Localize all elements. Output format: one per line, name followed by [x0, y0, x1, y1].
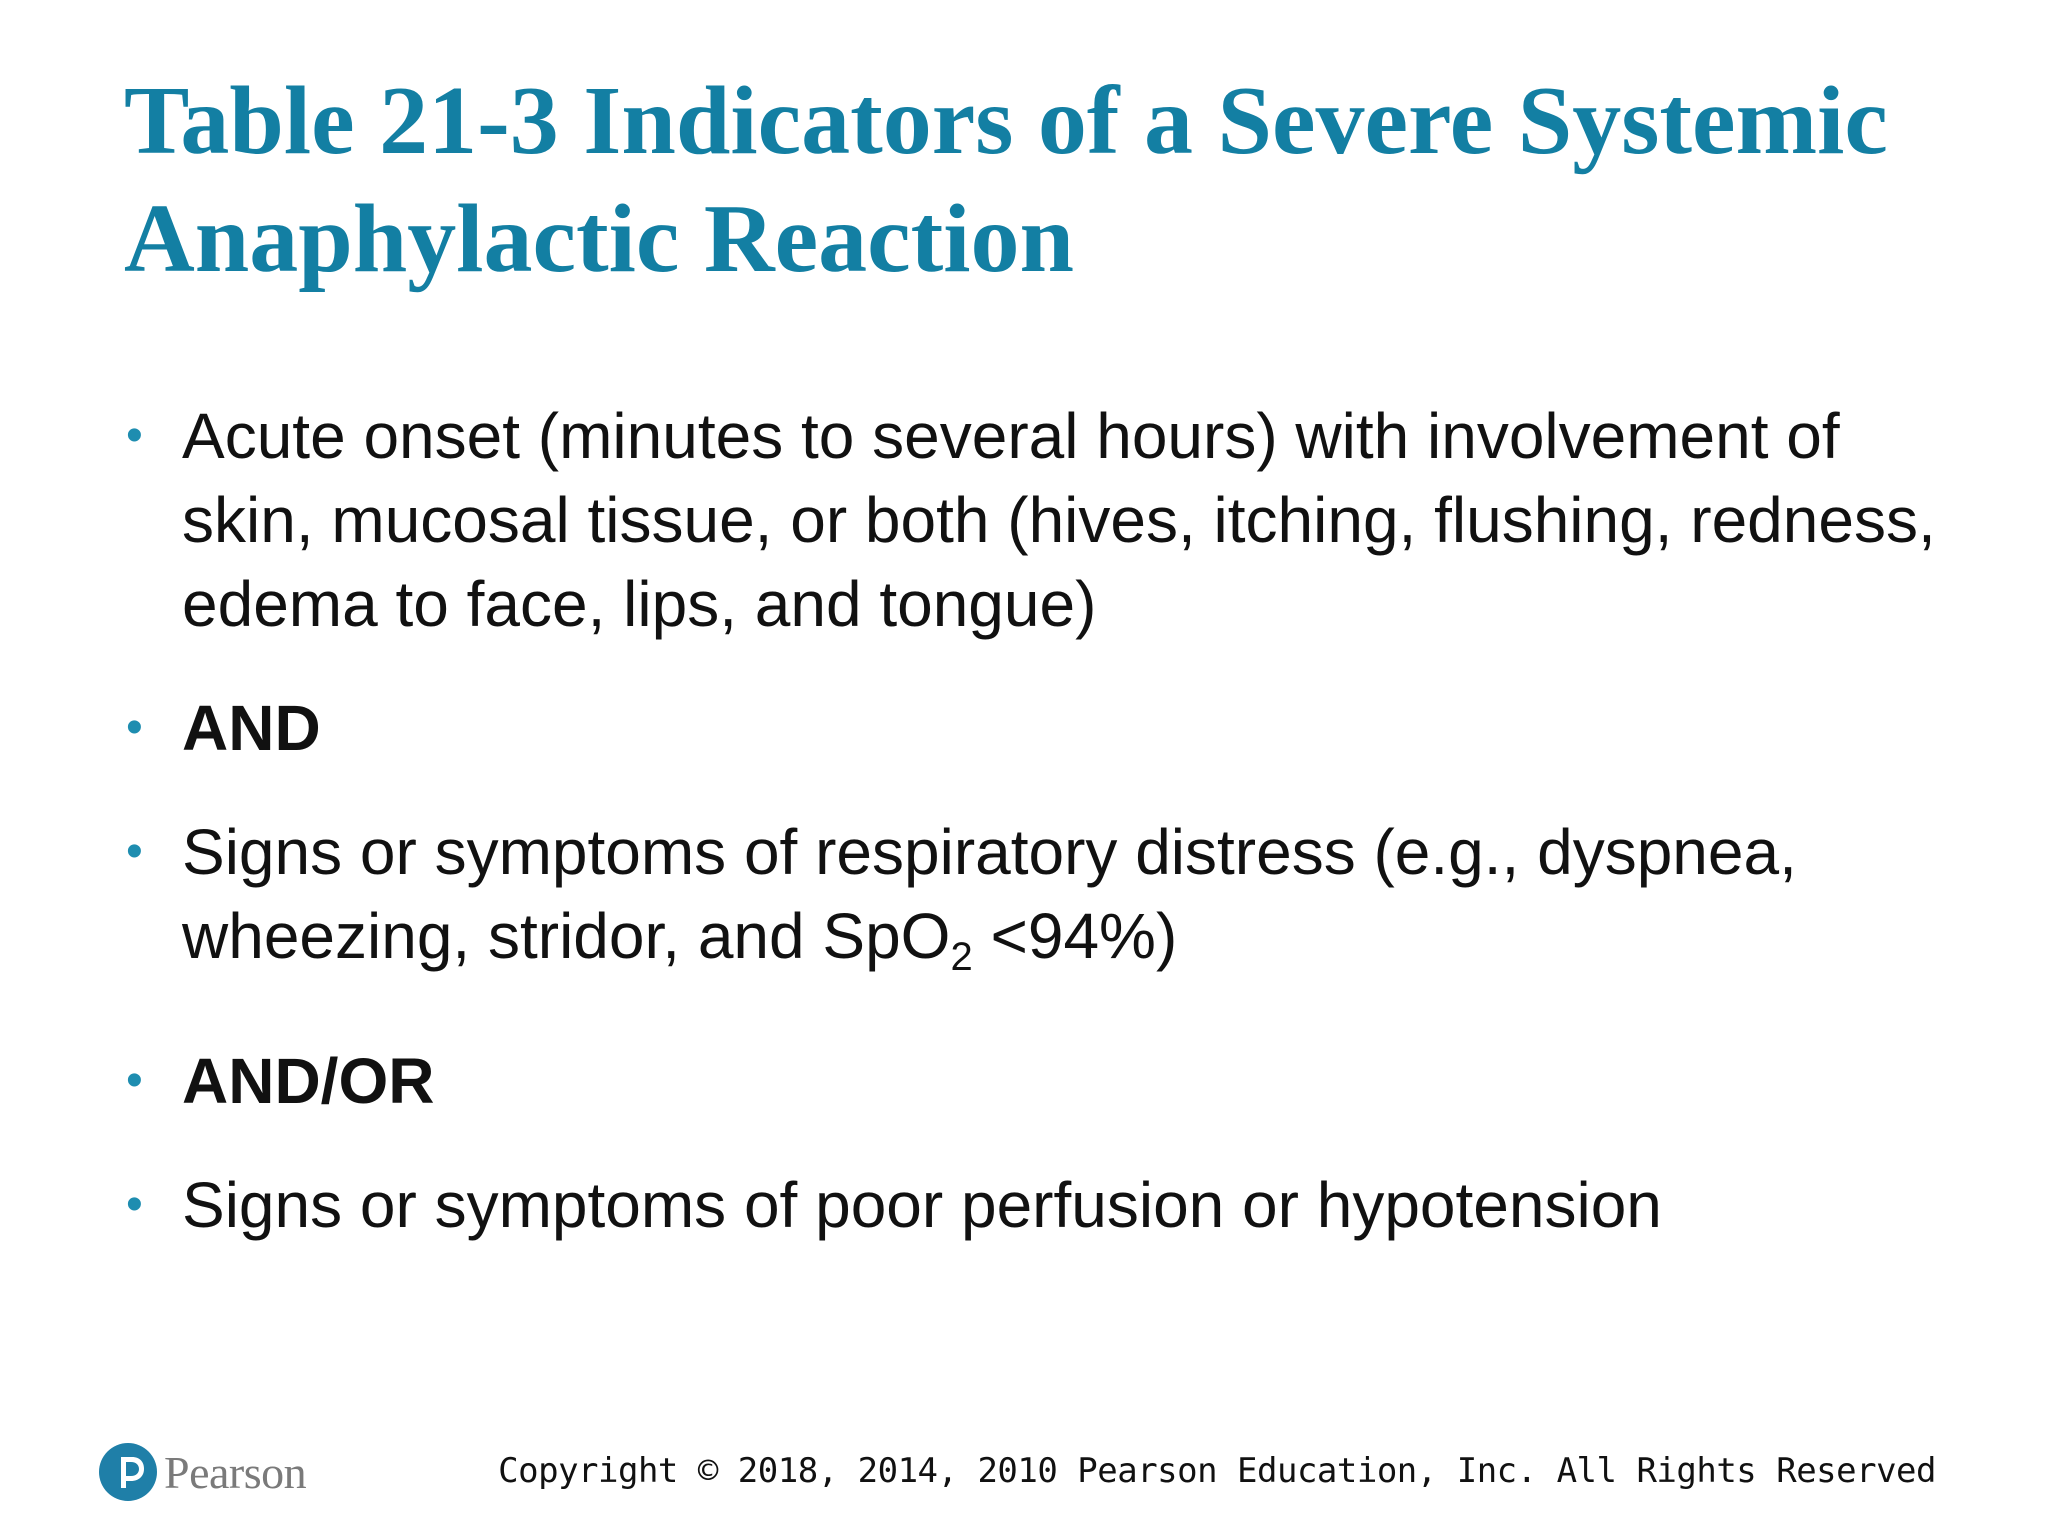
- bullet-text: [182, 816, 1797, 979]
- pearson-logo-text: Pearson: [164, 1446, 307, 1498]
- bullet-text: AND: [182, 692, 321, 764]
- bullet-text-main: Signs or symptoms of respiratory distress (e.g., dyspnea, wheezing, stridor, and SpO: [182, 816, 1797, 972]
- bullet-marker: •: [126, 701, 143, 754]
- bullet-marker: •: [126, 1178, 143, 1231]
- bullet-item: [124, 810, 1954, 999]
- bullet-marker: •: [126, 409, 143, 462]
- bullet-text: AND/OR: [182, 1045, 435, 1117]
- bullet-item: [124, 1163, 1954, 1247]
- bullet-text: Signs or symptoms of poor perfusion or hypotension: [182, 1169, 1662, 1241]
- bullet-marker: •: [126, 1054, 143, 1107]
- bullet-text: Acute onset (minutes to several hours) with involvement of skin, mucosal tissue, or both (hives, itching, flushing, redness, edema to face, lips, and tongue): [182, 400, 1936, 640]
- copyright-notice: Copyright © 2018, 2014, 2010 Pearson Education, Inc. All Rights Reserved: [498, 1451, 1936, 1491]
- bullet-marker: •: [126, 825, 143, 878]
- bullet-text-end: <94%): [972, 900, 1178, 972]
- bullet-item: [124, 394, 1954, 646]
- bullet-item: [124, 1039, 1954, 1123]
- bullet-list: [124, 394, 1954, 1247]
- pearson-logo: [98, 1442, 306, 1502]
- pearson-logo-icon: [98, 1442, 158, 1502]
- slide-title: Table 21-3 Indicators of a Severe Systemic Anaphylactic Reaction: [124, 67, 1888, 293]
- subscript-two: 2: [950, 935, 973, 979]
- bullet-item: [124, 686, 1954, 770]
